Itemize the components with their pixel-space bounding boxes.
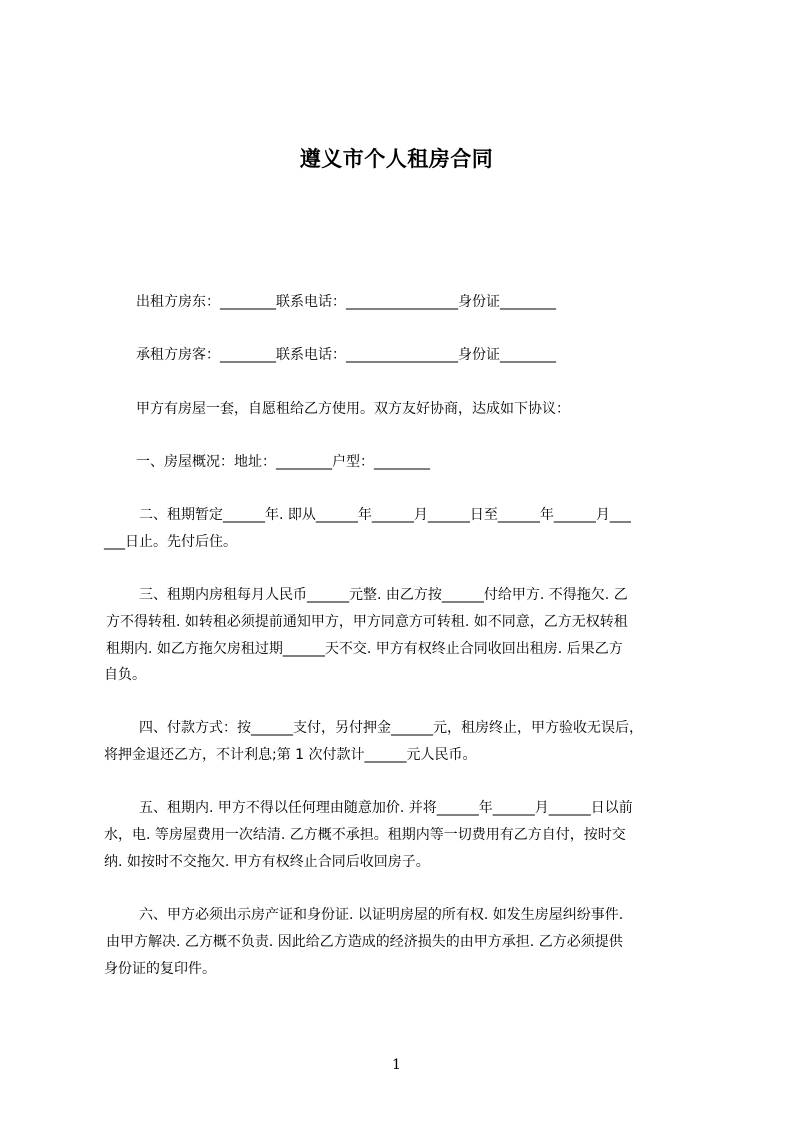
intro-paragraph: 甲方有房屋一套，自愿租给乙方使用。双方友好协商，达成如下协议： xyxy=(136,401,570,417)
clause-5-line-1: 五、租期内. 甲方不得以任何理由随意加价. 并将______年______月______日以前 xyxy=(139,800,633,816)
document-title: 遵义市个人租房合同 xyxy=(299,147,494,171)
clause-4-line-1: 四、付款方式：按______支付，另付押金______元，租房终止，甲方验收无误后， xyxy=(139,720,643,736)
clause-5-line-3: 纳. 如按时不交拖欠. 甲方有权终止合同后收回房子。 xyxy=(104,854,430,870)
clause-6-line-1: 六、甲方必须出示房产证和身份证. 以证明房屋的所有权. 如发生房屋纠纷事件. xyxy=(139,907,624,923)
page-number: 1 xyxy=(392,1057,401,1073)
clause-6-line-2: 由甲方解决. 乙方概不负责. 因此给乙方造成的经济损失的由甲方承担. 乙方必须提供 xyxy=(106,934,623,950)
clause-1-property: 一、房屋概况：地址：________户型：________ xyxy=(136,454,430,470)
clause-2-line-2: ___日止。先付后住。 xyxy=(104,534,237,550)
clause-2-line-1: 二、租期暂定______年. 即从______年______月______日至______年______月___ xyxy=(139,507,631,523)
clause-3-line-1: 三、租期内房租每月人民币______元整. 由乙方按______付给甲方. 不得拖欠. 乙 xyxy=(139,587,628,603)
tenant-line: 承租方房客：________联系电话：________________身份证________ xyxy=(136,347,556,363)
landlord-line: 出租方房东：________联系电话：________________身份证________ xyxy=(136,294,556,310)
clause-3-line-4: 自负。 xyxy=(104,667,146,683)
clause-4-line-2: 将押金退还乙方，不计利息;第 1 次付款计______元人民币。 xyxy=(104,747,477,763)
clause-5-line-2: 水，电. 等房屋费用一次结清. 乙方概不承担。租期内等一切费用有乙方自付，按时交 xyxy=(104,827,626,843)
clause-6-line-3: 身份证的复印件。 xyxy=(104,961,216,977)
clause-3-line-3: 租期内. 如乙方拖欠房租过期______天不交. 甲方有权终止合同收回出租房. 后果乙方 xyxy=(106,641,623,657)
clause-3-line-2: 方不得转租. 如转租必须提前通知甲方，甲方同意方可转租. 如不同意，乙方无权转租 xyxy=(106,614,628,630)
